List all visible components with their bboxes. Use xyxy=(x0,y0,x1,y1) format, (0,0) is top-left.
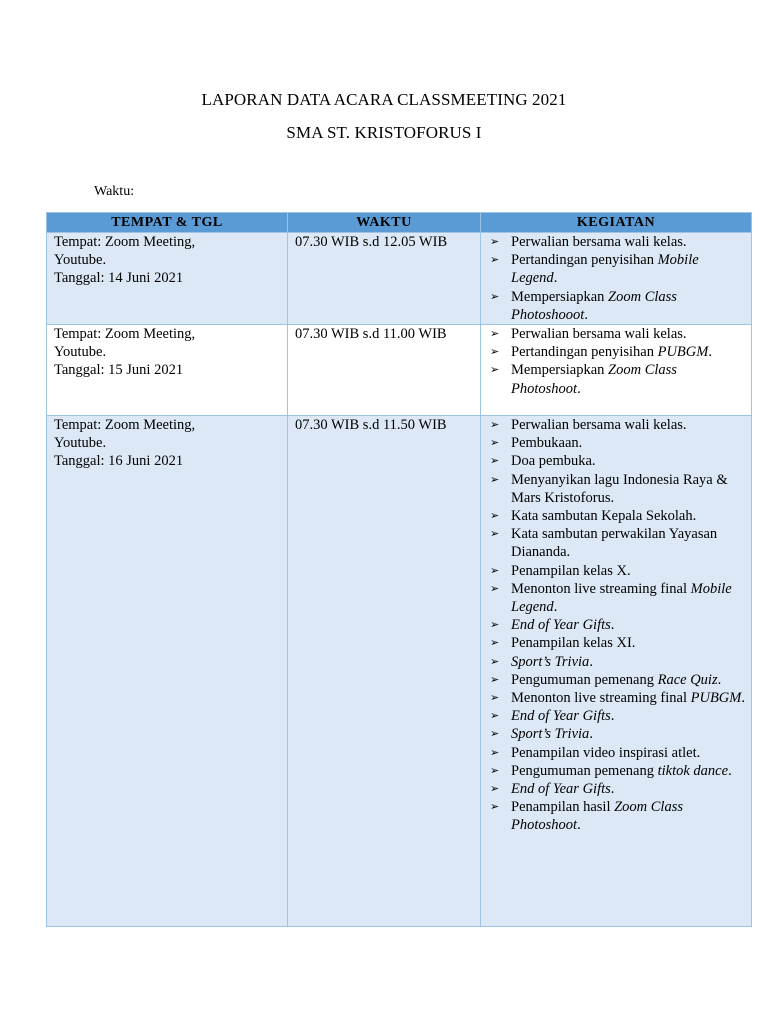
italic-text: Race Quiz xyxy=(657,671,718,688)
item-text: . xyxy=(717,671,722,688)
item-text: Menyanyikan lagu Indonesia Raya & Mars Kristoforus. xyxy=(511,471,728,506)
arrow-bullet-icon: ➢ xyxy=(490,235,500,248)
table-body xyxy=(47,233,752,927)
tempat-line: Youtube. xyxy=(54,435,107,452)
italic-text: Mobile Legend xyxy=(511,252,699,287)
list-item xyxy=(490,689,747,707)
item-text: Pertandingan penyisihan xyxy=(511,344,658,361)
arrow-bullet-icon: ➢ xyxy=(490,763,500,777)
arrow-bullet-icon: ➢ xyxy=(490,709,500,723)
tanggal-text: Tanggal: 15 Juni 2021 xyxy=(54,362,184,379)
list-item xyxy=(490,562,747,580)
cell-waktu xyxy=(288,325,481,416)
arrow-bullet-icon: ➢ xyxy=(490,418,500,432)
list-item xyxy=(490,744,747,762)
arrow-bullet-icon: ➢ xyxy=(490,800,500,814)
arrow-bullet-icon: ➢ xyxy=(490,636,500,650)
italic-text: Zoom Class Photoshoot xyxy=(511,362,677,397)
item-text: . xyxy=(589,726,593,743)
list-item xyxy=(490,361,747,397)
list-item xyxy=(490,343,747,361)
item-text: Mempersiapkan xyxy=(511,288,609,305)
arrow-bullet-icon: ➢ xyxy=(490,289,500,303)
waktu-text: 07.30 WIB s.d 12.05 WIB xyxy=(295,234,448,250)
arrow-bullet-icon: ➢ xyxy=(490,454,500,468)
item-text: . xyxy=(577,817,581,834)
cell-waktu xyxy=(288,233,481,325)
item-text: Penampilan video inspirasi atlet. xyxy=(511,744,701,761)
table-row xyxy=(47,233,752,325)
tempat-line: Tempat: Zoom Meeting, xyxy=(54,326,196,343)
table-row xyxy=(47,416,752,927)
arrow-bullet-icon: ➢ xyxy=(490,782,500,796)
waktu-text: 07.30 WIB s.d 11.50 WIB xyxy=(295,417,447,434)
list-item xyxy=(490,434,747,452)
item-text: . xyxy=(610,781,615,798)
header-tempat-tgl: TEMPAT & TGL xyxy=(47,213,288,233)
arrow-bullet-icon: ➢ xyxy=(490,436,500,450)
waktu-text: 07.30 WIB s.d 11.00 WIB xyxy=(295,326,447,343)
arrow-bullet-icon: ➢ xyxy=(490,618,500,632)
list-item xyxy=(490,780,747,798)
item-text: Kata sambutan Kepala Sekolah. xyxy=(511,508,697,525)
list-item xyxy=(490,634,747,652)
item-text: . xyxy=(728,762,732,779)
item-text: Menonton live streaming final xyxy=(511,580,691,597)
header-kegiatan: KEGIATAN xyxy=(481,213,752,233)
italic-text: Sport’s Trivia xyxy=(511,726,590,743)
italic-text: PUBGM xyxy=(657,344,709,361)
item-text: . xyxy=(584,306,588,323)
item-text: Pertandingan penyisihan xyxy=(511,252,658,269)
arrow-bullet-icon: ➢ xyxy=(490,581,500,595)
italic-text: Mobile Legend xyxy=(511,580,732,616)
header-waktu: WAKTU xyxy=(288,213,481,233)
italic-text: End of Year Gifts xyxy=(511,781,611,798)
item-text: Penampilan kelas X. xyxy=(511,562,631,579)
cell-kegiatan xyxy=(481,233,752,325)
cell-tempat-tgl xyxy=(47,233,288,325)
arrow-bullet-icon: ➢ xyxy=(490,527,500,541)
list-item xyxy=(490,653,747,671)
item-text: . xyxy=(553,270,558,287)
list-item xyxy=(490,233,747,251)
list-item xyxy=(490,798,747,834)
table-row xyxy=(47,325,752,416)
cell-tempat-tgl xyxy=(47,416,288,927)
item-text: . xyxy=(741,690,745,707)
italic-text: End of Year Gifts xyxy=(511,708,611,725)
item-text: . xyxy=(610,617,615,634)
item-text: Penampilan kelas XI. xyxy=(511,635,636,652)
italic-text: tiktok dance xyxy=(657,762,729,779)
list-item xyxy=(490,471,747,507)
arrow-bullet-icon: ➢ xyxy=(490,509,500,523)
tanggal-text: Tanggal: 16 Juni 2021 xyxy=(54,453,184,470)
schedule-table xyxy=(46,212,752,927)
list-item xyxy=(490,507,747,525)
arrow-bullet-icon: ➢ xyxy=(490,253,500,267)
item-text: Pembukaan. xyxy=(511,435,583,452)
document-title: LAPORAN DATA ACARA CLASSMEETING 2021 xyxy=(201,90,567,109)
kegiatan-list xyxy=(490,325,747,398)
list-item xyxy=(490,452,747,470)
cell-tempat-tgl xyxy=(47,325,288,416)
list-item xyxy=(490,251,747,287)
item-text: Menonton live streaming final xyxy=(511,690,691,707)
item-text: . xyxy=(589,653,593,670)
kegiatan-list xyxy=(490,416,747,835)
list-item xyxy=(490,288,747,324)
list-item xyxy=(490,580,747,616)
item-text: Penampilan hasil xyxy=(511,799,615,816)
item-text: Doa pembuka. xyxy=(511,453,596,470)
arrow-bullet-icon: ➢ xyxy=(490,654,500,668)
table-header-row xyxy=(47,213,752,233)
arrow-bullet-icon: ➢ xyxy=(490,345,500,359)
arrow-bullet-icon: ➢ xyxy=(490,472,500,486)
tempat-line: Youtube. xyxy=(54,252,107,269)
kegiatan-list xyxy=(490,233,747,324)
item-text: . xyxy=(577,380,581,397)
tempat-line: Tempat: Zoom Meeting, xyxy=(54,417,196,434)
list-item xyxy=(490,525,747,561)
list-item xyxy=(490,707,747,725)
arrow-bullet-icon: ➢ xyxy=(490,691,500,705)
arrow-bullet-icon: ➢ xyxy=(490,327,500,341)
item-text: Pengumuman pemenang xyxy=(511,762,658,779)
item-text: Perwalian bersama wali kelas. xyxy=(511,417,687,434)
tempat-line: Youtube. xyxy=(54,344,107,361)
list-item xyxy=(490,725,747,743)
list-item xyxy=(490,416,747,434)
school-name: SMA ST. KRISTOFORUS I xyxy=(286,123,482,142)
arrow-bullet-icon: ➢ xyxy=(490,672,500,686)
italic-text: Zoom Class Photoshoot xyxy=(511,799,683,834)
item-text: Pengumuman pemenang xyxy=(511,671,658,688)
italic-text: End of Year Gifts xyxy=(511,617,611,634)
item-text: . xyxy=(610,708,615,725)
item-text: Mempersiapkan xyxy=(511,362,609,379)
cell-kegiatan xyxy=(481,325,752,416)
arrow-bullet-icon: ➢ xyxy=(490,727,500,741)
item-text: . xyxy=(708,344,712,361)
tempat-line: Tempat: Zoom Meeting, xyxy=(54,234,196,250)
italic-text: Sport’s Trivia xyxy=(511,653,590,670)
waktu-label: Waktu: xyxy=(94,184,135,199)
item-text: Perwalian bersama wali kelas. xyxy=(511,326,687,343)
list-item xyxy=(490,616,747,634)
tanggal-text: Tanggal: 14 Juni 2021 xyxy=(54,270,184,287)
arrow-bullet-icon: ➢ xyxy=(490,363,500,377)
item-text: . xyxy=(553,599,558,616)
italic-text: PUBGM xyxy=(690,690,742,707)
italic-text: Zoom Class Photoshooot xyxy=(511,288,677,323)
list-item xyxy=(490,762,747,780)
item-text: Kata sambutan perwakilan Yayasan Diananda. xyxy=(511,526,718,561)
list-item xyxy=(490,671,747,689)
cell-kegiatan xyxy=(481,416,752,927)
arrow-bullet-icon: ➢ xyxy=(490,745,500,759)
list-item xyxy=(490,325,747,343)
arrow-bullet-icon: ➢ xyxy=(490,563,500,577)
cell-waktu xyxy=(288,416,481,927)
item-text: Perwalian bersama wali kelas. xyxy=(511,234,687,250)
